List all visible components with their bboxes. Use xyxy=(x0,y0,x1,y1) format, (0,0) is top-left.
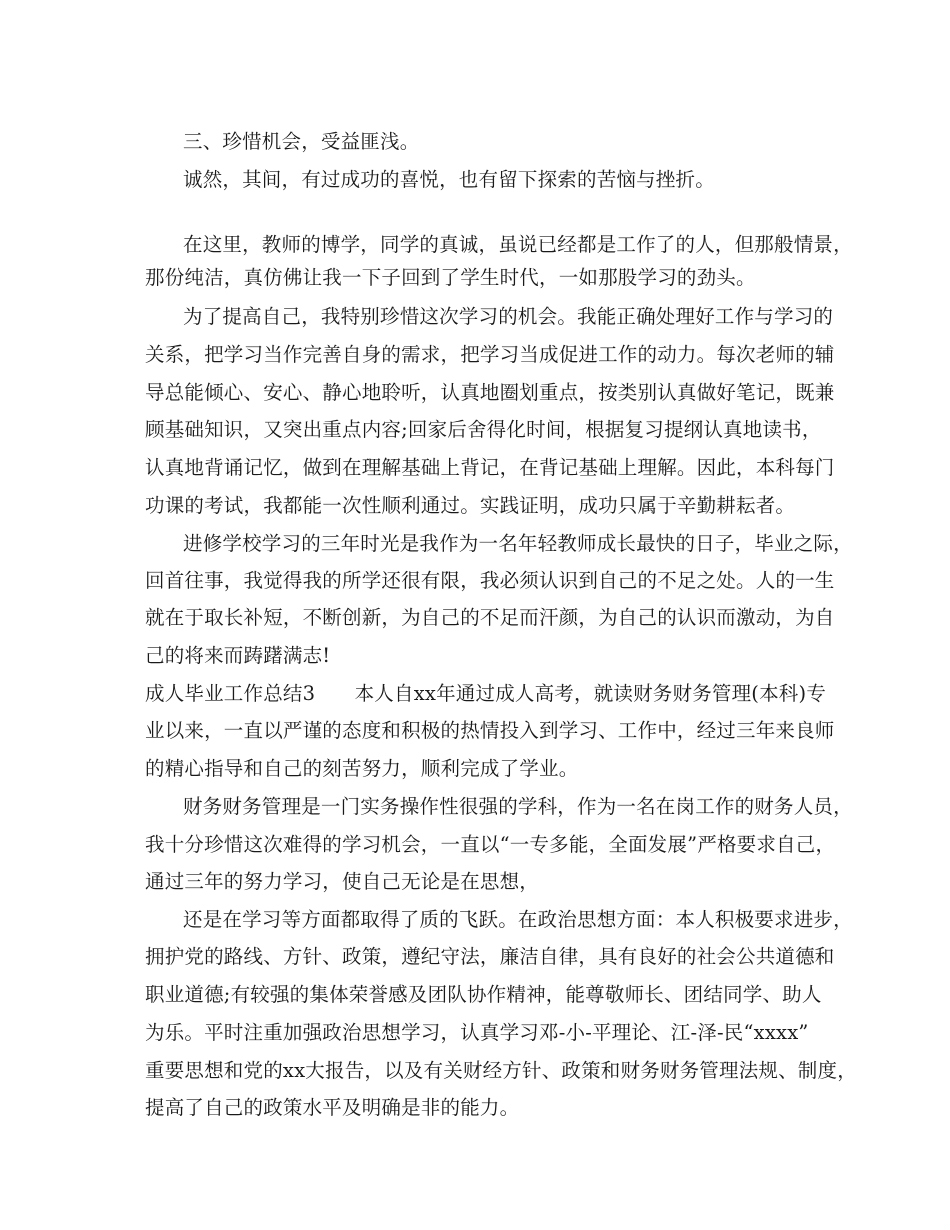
text-line: 为了提高自己，我特别珍惜这次学习的机会。我能正确处理好工作与学习的 xyxy=(183,305,834,328)
text-line: 的精心指导和自己的刻苦努力，顺利完成了学业。 xyxy=(145,757,579,780)
text-line: 为乐。平时注重加强政治思想学习，认真学习邓-小-平理论、江-泽-民“xxxx” xyxy=(145,1021,809,1044)
text-line: 顾基础知识，又突出重点内容;回家后舍得化时间，根据复习提纲认真地读书， xyxy=(145,418,822,441)
text-line: 那份纯洁，真仿佛让我一下子回到了学生时代，一如那股学习的劲头。 xyxy=(145,266,756,289)
summary-heading-line: 成人毕业工作总结3 本人自xx年通过成人高考，就读财务财务管理(本科)专 xyxy=(145,682,827,705)
text-line: 职业道德;有较强的集体荣誉感及团队协作精神，能尊敬师长、团结同学、助人 xyxy=(145,983,822,1006)
text-line: 关系，把学习当作完善自身的需求，把学习当成促进工作的动力。每次老师的辅 xyxy=(145,343,835,366)
section-heading: 三、珍惜机会，受益匪浅。 xyxy=(183,130,420,153)
text-line: 我十分珍惜这次难得的学习机会，一直以“一专多能，全面发展”严格要求自己， xyxy=(145,833,836,856)
text-line: 在这里，教师的博学，同学的真诚，虽说已经都是工作了的人，但那般情景， xyxy=(183,233,853,256)
text-line: 重要思想和党的xx大报告，以及有关财经方针、政策和财务财务管理法规、制度， xyxy=(145,1059,857,1082)
text-line: 就在于取长补短，不断创新，为自己的不足而汗颜，为自己的认识而激动，为自 xyxy=(145,606,835,629)
text-line: 进修学校学习的三年时光是我作为一名年轻教师成长最快的日子，毕业之际， xyxy=(183,532,853,555)
text-line: 提高了自己的政策水平及明确是非的能力。 xyxy=(145,1096,520,1119)
text-line: 回首往事，我觉得我的所学还很有限，我必须认识到自己的不足之处。人的一生 xyxy=(145,569,835,592)
text-line: 业以来，一直以严谨的态度和积极的热情投入到学习、工作中，经过三年来良师 xyxy=(145,719,835,742)
text-line: 认真地背诵记忆，做到在理解基础上背记，在背记基础上理解。因此，本科每门 xyxy=(145,456,835,479)
text-line: 还是在学习等方面都取得了质的飞跃。在政治思想方面：本人积极要求进步， xyxy=(183,908,853,931)
text-line: 导总能倾心、安心、静心地聆听，认真地圈划重点，按类别认真做好笔记，既兼 xyxy=(145,381,835,404)
text-line: 诚然，其间，有过成功的喜悦，也有留下探索的苦恼与挫折。 xyxy=(183,168,715,191)
text-line: 财务财务管理是一门实务操作性很强的学科，作为一名在岗工作的财务人员， xyxy=(183,795,853,818)
text-line: 己的将来而踌躇满志! xyxy=(145,644,331,667)
text-line: 拥护党的路线、方针、政策，遵纪守法，廉洁自律，具有良好的社会公共道德和 xyxy=(145,945,835,968)
text-line: 功课的考试，我都能一次性顺利通过。实践证明，成功只属于辛勤耕耘者。 xyxy=(145,494,796,517)
text-line: 通过三年的努力学习，使自己无论是在思想， xyxy=(145,870,540,893)
